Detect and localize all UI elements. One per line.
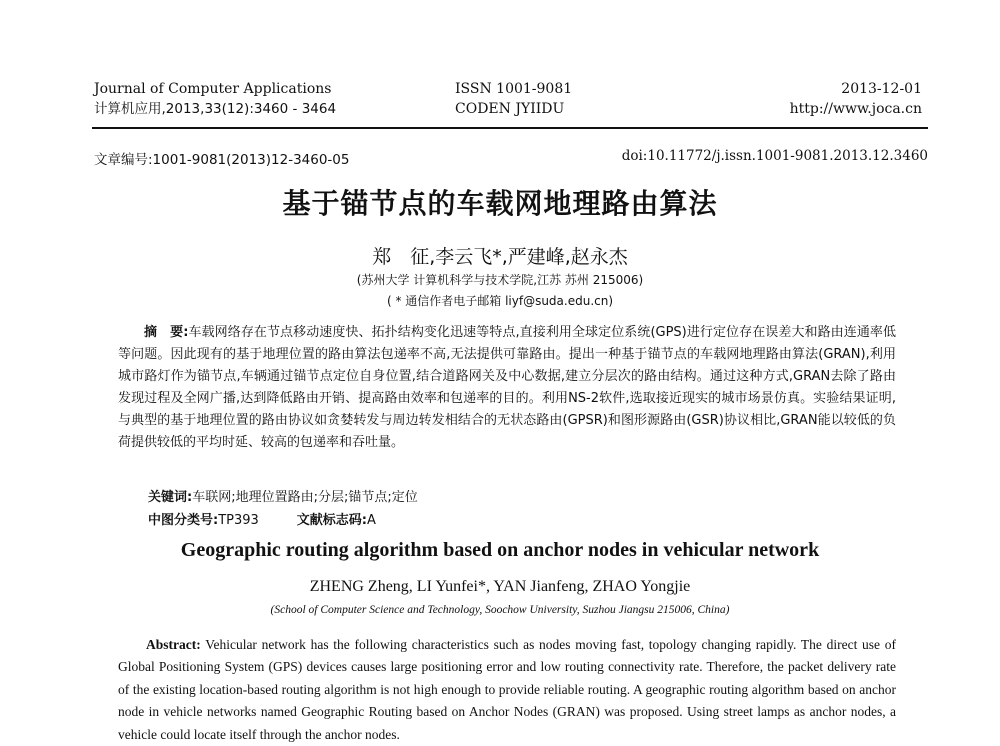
abstract-cn xyxy=(118,322,896,454)
abstract-text-cn: 车载网络存在节点移动速度快、拓扑结构变化迅速等特点,直接利用全球定位系统(GPS)进行定位存在误差大和路由连通率低等问题。因此现有的基于地理位置的路由算法包递率不高,无法提供可靠路由。提出一种基于锚节点的车载网地理路由算法(GRAN),利用城市路灯作为锚节点,车辆通过锚节点定位自身位置,结合道路网关及中心数据,建立分层次的路由结构。通过这种方式,GRAN去除了路由发现过程及全网广播,达到降低路由开销、提高路由效率和包递率的目的。利用NS-2软件,选取接近现实的城市场景仿真。实验结果证明,与典型的基于地理位置的路由协议如贪婪转发与周边转发相结合的无状态路由(GPSR)和图形源路由(GSR)协议相比,GRAN能以较低的负荷提供较低的平均时延、较高的包递率和吞吐量。 xyxy=(118,325,896,450)
clc-label: 中图分类号: xyxy=(148,513,219,528)
journal-name-en: Journal of Computer Applications xyxy=(94,81,332,97)
issn: ISSN 1001-9081 xyxy=(455,81,573,97)
affiliation-en: (School of Computer Science and Technology, Soochow University, Suzhou Jiangsu 215006, China) xyxy=(270,604,730,616)
authors-cn: 郑 征,李云飞*,严建峰,赵永杰 xyxy=(372,246,628,268)
article-number: 文章编号:1001-9081(2013)12-3460-05 xyxy=(94,152,350,168)
abstract-label-cn: 摘 要: xyxy=(144,325,189,340)
keywords-text-cn: 车联网;地理位置路由;分层;锚节点;定位 xyxy=(192,490,418,505)
abstract-label-en: Abstract: xyxy=(146,637,201,652)
classification-line xyxy=(148,509,376,528)
keywords-cn xyxy=(148,486,418,505)
affiliation-cn: (苏州大学 计算机科学与技术学院,江苏 苏州 215006) xyxy=(356,273,644,287)
clc-value: TP393 xyxy=(218,513,259,528)
paper-title-en: Geographic routing algorithm based on anchor nodes in vehicular network xyxy=(180,539,820,561)
doc-code-value: A xyxy=(367,513,376,528)
keywords-label-cn: 关键词: xyxy=(148,490,193,505)
abstract-en xyxy=(118,634,896,746)
doc-code-label: 文献标志码: xyxy=(296,513,367,528)
abstract-text-en: Vehicular network has the following characteristics such as nodes moving fast, topology changing rapidly. The direct use of Global Positioning System (GPS) devices causes large positioning error and low routing connectivity rate. Therefore, the packet delivery rate of the existing location-based routing algorithm is not high enough to provide reliable routing. A geographic routing algorithm based on anchor node in vehicle networks named Geographic Routing based on Anchor Nodes (GRAN) was proposed. Using street lamps as anchor nodes, a vehicle could locate itself through the anchor nodes. xyxy=(118,637,896,742)
coden: CODEN JYIIDU xyxy=(455,101,565,117)
header-rule xyxy=(92,127,928,129)
paper-title-cn: 基于锚节点的车载网地理路由算法 xyxy=(282,187,718,220)
journal-citation-cn: 计算机应用,2013,33(12):3460 - 3464 xyxy=(94,101,337,117)
corresponding-author-cn: ( * 通信作者电子邮箱 liyf@suda.edu.cn) xyxy=(386,294,614,308)
doi: doi:10.11772/j.issn.1001-9081.2013.12.3460 xyxy=(621,148,928,164)
publication-date: 2013-12-01 xyxy=(841,81,922,97)
authors-en: ZHENG Zheng, LI Yunfei*, YAN Jianfeng, ZHAO Yongjie xyxy=(309,578,691,595)
journal-url: http://www.joca.cn xyxy=(789,101,922,117)
